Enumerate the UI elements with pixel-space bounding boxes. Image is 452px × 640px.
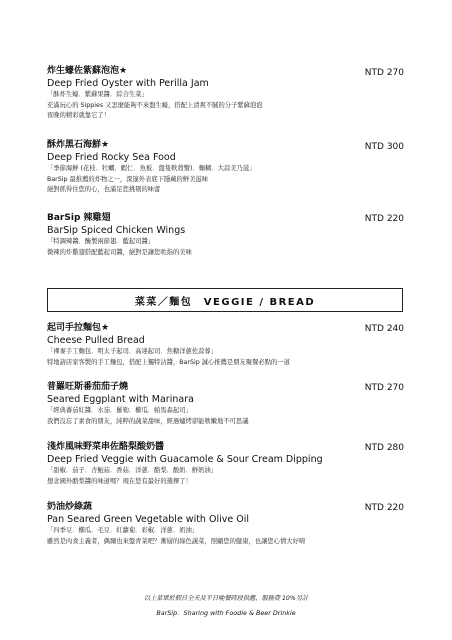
footer-note: 以上菜單於假日全天及平日晚餐時段供應，服務費 10%另計 (143, 595, 309, 602)
item-ingredients: 「酥炸生蠔．紫蘇果醬．綜合生菜」 (47, 91, 148, 98)
menu-item-cheese-bread (47, 322, 407, 368)
item-ingredients: 「四季豆．櫛瓜．毛豆．紅蘿蔔．彩椒．洋蔥．奶油」 (47, 527, 199, 534)
item-name-en: Seared Eggplant with Marinara (47, 394, 194, 405)
item-ingredients: 「季節海鮮 (花枝．牡蠣．蝦仁．魚板．盤隻軟殼蟹)．麵糊．大蒜美乃滋」 (47, 165, 256, 172)
item-description: 雖然是肉食主義者，偶爾也來盤青菜吧？漸層的綠色蔬菜，照顧您的健康，也讓您心情大好唷 (47, 537, 306, 545)
item-description: 微辣的炸雞翅搭配藍起司醬，絕對是讓您吮指的美味 (47, 248, 192, 256)
item-name: 普羅旺斯番茄茄子燒 (47, 382, 129, 392)
item-description: BarSip 最推薦的炸物之一，深邃外表底下隱藏的鮮美滋味 (47, 175, 209, 183)
item-name-en: Cheese Pulled Bread (47, 335, 145, 346)
item-name: 起司手拉麵包★ (47, 323, 110, 333)
item-description: 特地請店家客製的手工麵包，搭配上獨特沾醬，BarSip 誠心推薦是朋友聚餐必點的一道 (47, 358, 290, 366)
item-description: 夜晚的精彩就靠它了！ (47, 112, 110, 119)
item-price: NTD 280 (364, 443, 404, 453)
menu-item-green-vegetable (47, 501, 407, 547)
item-description: 我們沒忘了素食的朋友，純粹的蔬菜甜味，經過爐烤卻能軟嫩地不可思議 (47, 417, 249, 425)
item-ingredients: 「甜椒．茄子．杏鮑菇．香菇．洋蔥．酪梨．酸奶．鮮奶油」 (47, 467, 218, 474)
section-title: 菜菜／麵包 VEGGIE / BREAD (134, 296, 316, 308)
menu-item-fried-veggie (47, 441, 407, 487)
section-header (47, 288, 403, 312)
menu-item-fried-oyster (47, 65, 407, 122)
item-ingredients: 「特調辣醬．醃製兩節翅．藍起司醬」 (47, 238, 155, 245)
item-name-en: Deep Fried Veggie with Guacamole & Sour Cream Dipping (47, 454, 323, 465)
item-price: NTD 220 (364, 503, 404, 513)
item-name: 炸生蠔佐紫蘇泡泡★ (47, 66, 128, 76)
item-description: 絕對抓得住您的心，也滿足您挑剔的味蕾 (47, 186, 161, 193)
item-price: NTD 240 (364, 324, 404, 334)
menu-item-rocky-seafood (47, 139, 407, 196)
item-name-en: Pan Seared Green Vegetable with Olive Oil (47, 514, 249, 525)
item-price: NTD 300 (364, 142, 404, 152)
item-name: BarSip 辣雞翅 (47, 213, 111, 223)
item-price: NTD 270 (364, 383, 404, 393)
menu-item-chicken-wings (47, 212, 407, 258)
item-name-en: Deep Fried Oyster with Perilla Jam (47, 78, 209, 89)
item-price: NTD 270 (364, 68, 404, 78)
item-description: 想念國外酪梨醬的味道嗎？現在您有最好的選擇了！ (47, 477, 192, 485)
footer-tagline: BarSip．Sharing with Foodie & Beer Drinkie (156, 609, 296, 617)
item-description: 充滿玩心的 Sippies 又怎麼能夠不來盤生蠔，搭配上清爽不膩的分子紫蘇泡泡 (47, 101, 263, 109)
item-name-en: BarSip Spiced Chicken Wings (47, 225, 186, 236)
item-name: 酥炸黑石海鮮★ (47, 140, 110, 150)
item-price: NTD 220 (364, 214, 404, 224)
item-name-en: Deep Fried Rocky Sea Food (47, 152, 176, 163)
menu-item-eggplant (47, 381, 407, 427)
item-ingredients: 「裸麥手工麵包．明太子起司．高達起司．焦糖洋蔥佐蒜蓉」 (47, 348, 218, 355)
item-name: 奶油炒綠蔬 (47, 502, 93, 512)
item-ingredients: 「經典蕃茄紅醬．水茄．羅勒．櫛瓜．帕馬森起司」 (47, 407, 192, 414)
item-name: 淺炸風味野菜串佐酪梨酸奶醬 (47, 442, 165, 452)
